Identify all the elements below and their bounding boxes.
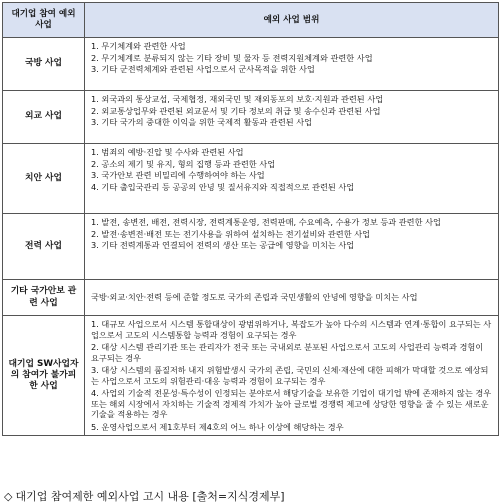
table-header-row [3, 3, 499, 38]
scope-item: 3. 기타 국가의 중대한 이익을 위한 국제적 활동과 관련된 사업 [91, 117, 313, 127]
scope-item: 1. 무기체계와 관련한 사업 [91, 41, 186, 51]
scope-item: 3. 대상 시스템의 품질저하 내지 위험발생시 국가의 존립, 국민의 신체·재산에 대한 피해가 막대할 것으로 예상되는 사업으로서 고도의 위험관리·대응 능력과 경험이 요구되는 경우 [91, 365, 489, 386]
scope-item: 1. 범죄의 예방·진압 및 수사와 관련된 사업 [91, 147, 244, 157]
scope-item: 3. 기타 전력계통과 연결되어 전력의 생산 또는 공급에 영향을 미치는 사업 [91, 240, 355, 250]
scope-item: 4. 기타 출입국관리 등 공공의 안녕 및 질서유지와 직접적으로 관련된 사업 [91, 181, 355, 192]
scope-item: 1. 대규모 사업으로서 시스템 통합대상이 광범위하거나, 복잡도가 높아 다수의 시스템과 연계·통합이 요구되는 사업으로서 고도의 시스템통합 능력과 경험이 요구되는 경우 [91, 319, 492, 340]
scope-cell [85, 280, 499, 316]
figure-caption [4, 488, 285, 504]
table-row-power [3, 214, 499, 280]
scope-item: 3. 기타 군전력체계와 관련된 사업으로서 군사목적을 위한 사업 [91, 64, 315, 74]
header-category: 대기업 참여 예외 사업 [3, 3, 85, 38]
category-cell: 외교 사업 [3, 91, 85, 144]
exception-table-container [2, 2, 498, 436]
scope-item: 2. 외교통상업무와 관련된 외교문서 및 기타 정보의 취급 및 송수신과 관련된 사업 [91, 105, 381, 116]
scope-cell [85, 316, 499, 436]
scope-item: 2. 무기체계로 분류되지 않는 기타 장비 및 물자 등 전력지원체계와 관련한 사업 [91, 52, 373, 63]
category-cell: 전력 사업 [3, 214, 85, 280]
table-row-diplomacy [3, 91, 499, 144]
category-cell: 치안 사업 [3, 144, 85, 214]
scope-item: 4. 사업의 기술적 전문성·특수성이 인정되는 분야로서 해당기술을 보유한 기업이 대기업 밖에 존재하지 않는 경우 또는 해외 시장에서 자치하는 기술적 경제적 가치가 높아 글로벌 경쟁력 제고에 상당한 영향을 줄 수 있는 새로운 기술을 적용하는 경우 [91, 388, 492, 419]
category-cell: 기타 국가안보 관련 사업 [3, 280, 85, 316]
table-row-defense [3, 38, 499, 91]
scope-cell [85, 144, 499, 214]
table-row-unavoidable [3, 316, 499, 436]
category-cell: 대기업 SW사업자의 참여가 불가피한 사업 [3, 316, 85, 436]
scope-item: 1. 외국과의 통상교섭, 국제협정, 재외국민 및 재외동포의 보호·지원과 관련된 사업 [91, 94, 384, 104]
scope-item: 2. 공소의 제기 및 유지, 형의 집행 등과 관련한 사업 [91, 158, 276, 169]
scope-item: 1. 발전, 송변전, 배전, 전력시장, 전력계통운영, 전력판매, 수요예측, 수용가 정보 등과 관련한 사업 [91, 217, 441, 227]
caption-text: 대기업 참여제한 예외사업 고시 내용 [출처=지식경제부] [15, 490, 285, 503]
scope-cell [85, 214, 499, 280]
diamond-icon: ◇ [4, 490, 13, 503]
scope-item: 2. 발전·송변전·배전 또는 전기사용을 위하여 설치하는 전기설비와 관련한 사업 [91, 228, 371, 239]
scope-item: 2. 대상 시스템 관리기관 또는 관리자가 전국 또는 국내외로 분포된 사업으로서 고도의 사업관리 능력과 경험이 요구되는 경우 [91, 342, 484, 363]
header-scope: 예외 사업 범위 [85, 3, 499, 38]
scope-item: 3. 국가안보 관련 비밀리에 수행하여야 하는 사업 [91, 170, 265, 180]
category-cell: 국방 사업 [3, 38, 85, 91]
scope-item: 5. 운영사업으로서 제1호부터 제4호의 어느 하나 이상에 해당하는 경우 [91, 421, 344, 432]
scope-item: 국방·외교·치안·전력 등에 준할 정도로 국가의 존립과 국민생활의 안녕에 영향을 미치는 사업 [91, 292, 418, 303]
scope-cell [85, 91, 499, 144]
scope-cell [85, 38, 499, 91]
table-row-security [3, 144, 499, 214]
exception-business-table [2, 2, 499, 436]
table-row-national-security [3, 280, 499, 316]
